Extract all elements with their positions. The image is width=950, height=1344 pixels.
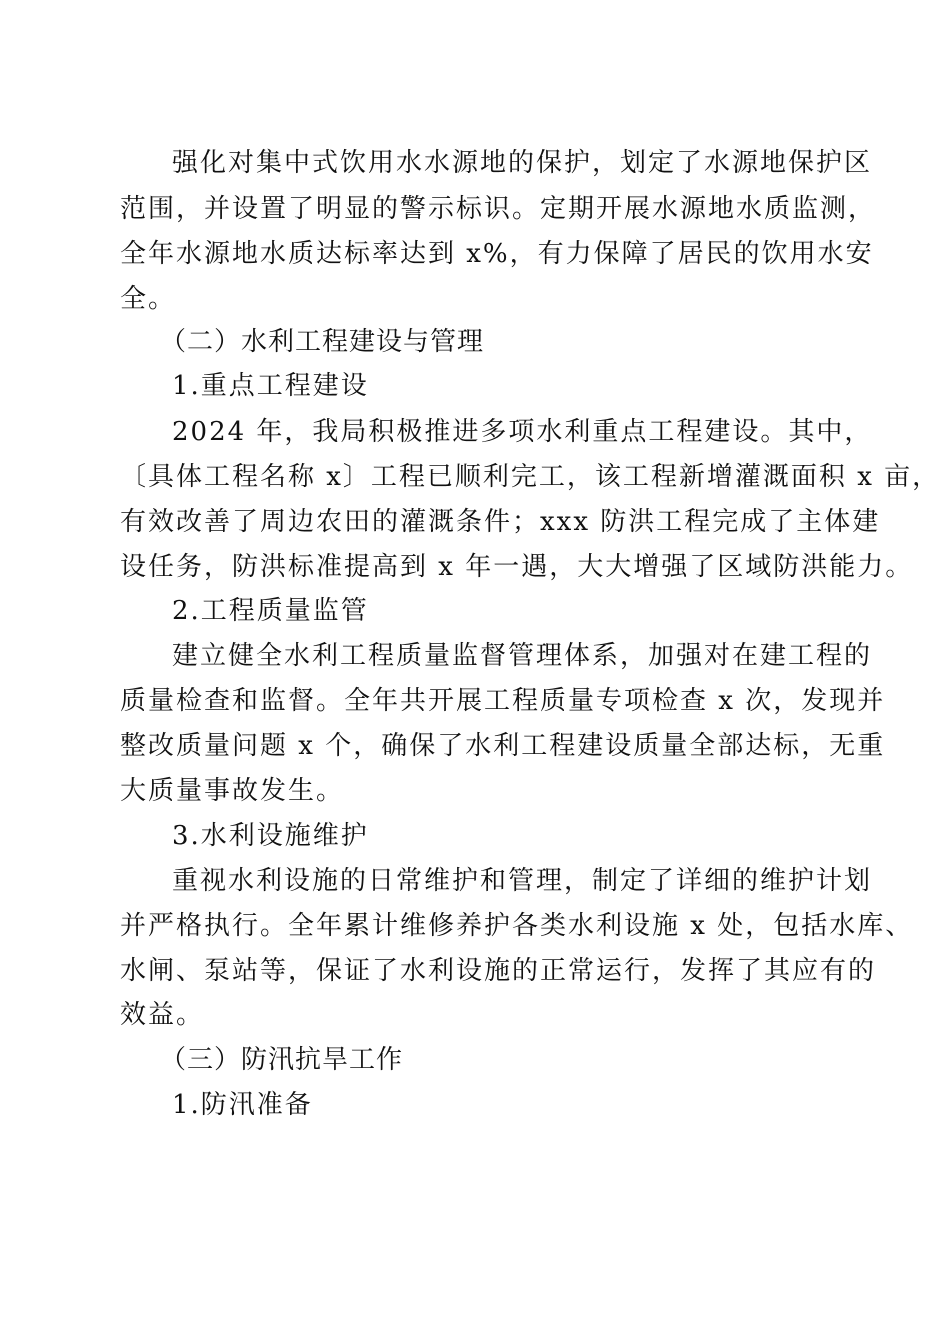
- paragraph-line: 大质量事故发生。: [120, 776, 345, 806]
- paragraph-line: 强化对集中式饮用水水源地的保护，划定了水源地保护区: [172, 148, 873, 178]
- paragraph-line: 〔具体工程名称 x〕工程已顺利完工，该工程新增灌溉面积 x 亩，: [120, 462, 941, 492]
- paragraph-line: 有效改善了周边农田的灌溉条件；xxx 防洪工程完成了主体建: [120, 507, 881, 537]
- subsection-heading: 2.工程质量监管: [172, 596, 369, 626]
- subsection-heading: 1.重点工程建设: [172, 371, 369, 401]
- section-heading: （二）水利工程建设与管理: [160, 327, 485, 357]
- section-heading: （三）防汛抗旱工作: [160, 1045, 404, 1075]
- paragraph-line: 全。: [120, 284, 177, 314]
- paragraph-line: 建立健全水利工程质量监督管理体系，加强对在建工程的: [172, 641, 873, 671]
- paragraph-line: 质量检查和监督。全年共开展工程质量专项检查 x 次，发现并: [120, 686, 886, 716]
- paragraph-line: 范围，并设置了明显的警示标识。定期开展水源地水质监测，: [120, 194, 877, 224]
- paragraph-line: 效益。: [120, 1000, 205, 1030]
- paragraph-line: 重视水利设施的日常维护和管理，制定了详细的维护计划: [172, 866, 873, 896]
- subsection-heading: 1.防汛准备: [172, 1090, 313, 1120]
- paragraph-line: 水闸、泵站等，保证了水利设施的正常运行，发挥了其应有的: [120, 956, 877, 986]
- paragraph-line: 全年水源地水质达标率达到 x%，有力保障了居民的饮用水安: [120, 239, 874, 269]
- paragraph-line: 设任务，防洪标准提高到 x 年一遇，大大增强了区域防洪能力。: [120, 552, 914, 582]
- paragraph-line: 2024 年，我局积极推进多项水利重点工程建设。其中，: [172, 417, 873, 447]
- paragraph-line: 并严格执行。全年累计维修养护各类水利设施 x 处，包括水库、: [120, 911, 914, 941]
- subsection-heading: 3.水利设施维护: [172, 821, 369, 851]
- paragraph-line: 整改质量问题 x 个，确保了水利工程建设质量全部达标，无重: [120, 731, 886, 761]
